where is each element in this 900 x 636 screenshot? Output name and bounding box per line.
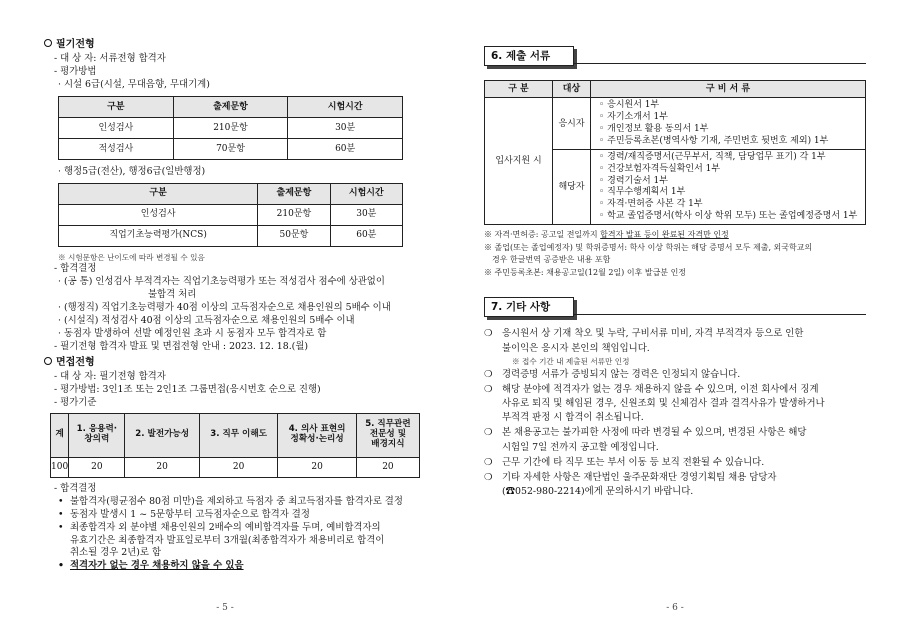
note-line: ※ 졸업(또는 졸업예정자) 및 학위증명서: 학사 이상 학위는 해당 증명서 모두 제출, 외국학교의: [484, 242, 813, 252]
list-item: ❍ 응시원서 상 기재 착오 및 누락, 구비서류 미비, 자격 부적격자 등으로 인한 불이익은 응시자 본인의 책임입니다. ※ 접수 기간 내 제출된 서류만 인정: [484, 328, 804, 366]
table-header: 대상: [553, 81, 591, 98]
written-announce: - 필기전형 합격자 발표 및 면접전형 안내 : 2023. 12. 18.(월): [54, 340, 309, 352]
written-decision-title: - 합격결정: [54, 263, 97, 275]
interview-criteria-table: [50, 413, 420, 478]
list-item: ◦ 자격·면허증 사본 각 1부: [599, 198, 703, 209]
circle-bullet-icon: ❍: [484, 384, 493, 396]
table-header: 계: [51, 413, 69, 457]
page-number: - 5 -: [216, 602, 234, 613]
note-line: ※ 주민등록초본: 채용공고일(12월 2일) 이후 발급분 인정: [484, 267, 687, 277]
dot-bullet-icon: •: [58, 508, 64, 520]
divider: [574, 314, 866, 315]
table-header: 출제문항: [258, 183, 330, 204]
table-header: 구분: [59, 183, 258, 204]
circle-bullet-icon: ❍: [484, 471, 493, 483]
section-6-header: [484, 46, 866, 66]
dot-bullet-icon: •: [58, 560, 64, 572]
table-header: 4. 의사 표현의 정확성·논리성: [278, 413, 356, 457]
dot-bullet-icon: •: [58, 521, 64, 533]
admin-grade-title: · 행정5급(전산), 행정6급(일반행정): [58, 165, 206, 177]
list-item: ◦ 경력기술서 1부: [599, 175, 668, 186]
decision-line: · (공 통) 인성검사 부적격자는 직업기초능력평가 또는 적성검사 점수에 상관없이: [58, 276, 385, 288]
section-title: 6. 제출 서류: [484, 46, 574, 66]
table-row: 적성검사 70문항 60분: [59, 138, 403, 159]
table-header: 출제문항: [173, 96, 288, 117]
target-cell: 해당자: [553, 150, 591, 225]
table-header: 3. 직무 이해도: [199, 413, 277, 457]
list-item: • 불합격자(평균점수 80점 미만)을 제외하고 득점자 중 최고득점자를 합격자로 결정: [58, 495, 403, 507]
list-item: • 동점자 발생시 1 ~ 5문항부터 고득점자순으로 합격자 결정: [58, 508, 310, 520]
interview-method: - 평가방법: 3인1조 또는 2인1조 그룹면접(응시번호 순으로 진행): [54, 383, 321, 395]
table-header: 구 분: [485, 81, 553, 98]
table-header: 구분: [59, 96, 174, 117]
table-header: 시험시간: [330, 183, 402, 204]
dot-bullet-icon: •: [58, 495, 64, 507]
list-item: ◦ 직무수행계획서 1부: [599, 187, 686, 198]
circle-bullet-icon: ❍: [484, 369, 493, 381]
circle-bullet-icon: ❍: [484, 427, 493, 439]
interview-decision-title: - 합격결정: [54, 482, 97, 494]
page-number: - 6 -: [666, 602, 684, 613]
list-item: ❍ 본 채용공고는 불가피한 사정에 따라 변경될 수 있으며, 변경된 사항은 해당 시험일 7일 전까지 공고할 예정입니다.: [484, 426, 866, 454]
document-notes: [484, 229, 866, 279]
circle-bullet-icon: [44, 39, 52, 47]
facility-exam-table: [58, 96, 403, 160]
no-hire-note: 적격자가 없는 경우 채용하지 않을 수 있음: [70, 560, 244, 572]
divider: [574, 63, 866, 64]
table-row: 직업기초능력평가(NCS) 50문항 60분: [59, 225, 403, 246]
document-list: [591, 98, 866, 150]
page-6: [450, 0, 900, 636]
written-exam-heading: 필기전형: [44, 38, 420, 52]
list-item: [44, 560, 420, 573]
table-row: [485, 98, 866, 150]
note-line: ※ 자격·면허증: 공고일 전일까지 합격자 발표 등이 완료된 자격만 인정: [484, 230, 729, 240]
table-row: 인성검사 210문항 30분: [59, 117, 403, 138]
list-item: ◦ 건강보험자격득실확인서 1부: [599, 163, 721, 174]
document-list: [591, 150, 866, 225]
table-header: 2. 발전가능성: [125, 413, 199, 457]
list-item: ❍ 경력증명 서류가 증빙되지 않는 경력은 인정되지 않습니다.: [484, 368, 866, 382]
list-item: ◦ 응시원서 1부: [599, 100, 660, 111]
interview-heading: 면접전형: [44, 356, 420, 370]
table-header: 시험시간: [288, 96, 403, 117]
interview-criteria: - 평가기준: [54, 396, 97, 408]
table-header: 5. 직무관련 전문성 및 배경지식: [356, 413, 419, 457]
documents-table: [484, 80, 866, 225]
list-item: ◦ 개인정보 활용 동의서 1부: [599, 123, 709, 134]
target-cell: 응시자: [553, 98, 591, 150]
other-notes-list: [484, 327, 866, 499]
written-method: - 평가방법: [54, 65, 97, 77]
difficulty-note: ※ 시험문항은 난이도에 따라 변경될 수 있음: [58, 252, 205, 262]
circle-bullet-icon: ❍: [484, 328, 493, 340]
table-row: 인성검사 210문항 30분: [59, 204, 403, 225]
decision-line: 불합격 처리: [148, 289, 197, 301]
note-line: 경우 한글번역 공증받은 내용 포함: [492, 255, 611, 265]
table-header: 구 비 서 류: [591, 81, 866, 98]
decision-line: · (시설직) 적성검사 40점 이상의 고득점자순으로 채용인원의 5배수 이내: [58, 315, 355, 327]
list-item: ◦ 주민등록초본(병역사항 기재, 주민번호 뒷번호 제외) 1부: [599, 135, 829, 146]
decision-line: · 동점자 발생하여 선발 예정인원 초과 시 동점자 모두 합격자로 함: [58, 327, 327, 339]
facility-grade-title: · 시설 6급(시설, 무대음향, 무대기계): [58, 78, 210, 90]
category-cell: 입사지원 시: [485, 98, 553, 225]
list-item: • 최종합격자 외 분야별 채용인원의 2배수의 예비합격자를 두며, 예비합격자의 유효기간은 최종합격자 발표일로부터 3개월(최종합격자가 채용비리로 합격이 취소될 경우 2년)로 함: [58, 521, 385, 559]
decision-line: · (행정직) 직업기초능력평가 40점 이상의 고득점자순으로 채용인원의 5배수 이내: [58, 302, 391, 314]
list-item: ◦ 경력/재직증명서(근무부서, 직책, 담당업무 표기) 각 1부: [599, 152, 826, 163]
list-item: ❍ 해당 분야에 적격자가 없는 경우 채용하지 않을 수 있으며, 이전 회사에서 징계 사유로 퇴직 및 해임된 경우, 신원조회 및 신체검사 결과 결격사유가 발생하거나 부적격 판정 시 합격이 취소됩니다.: [484, 383, 866, 425]
list-item: ◦ 학교 졸업증명서(학사 이상 학위 모두) 또는 졸업예정증명서 1부: [599, 210, 858, 221]
interview-target: - 대 상 자: 필기전형 합격자: [54, 370, 166, 382]
list-item: ◦ 자기소개서 1부: [599, 112, 668, 123]
list-item: ❍ 기타 자세한 사항은 재단법인 울주문화재단 경영기획팀 채용 담당자 (☎052-980-2214)에게 문의하시기 바랍니다.: [484, 471, 866, 499]
circle-bullet-icon: [44, 357, 52, 365]
written-target: - 대 상 자: 서류전형 합격자: [54, 52, 166, 64]
admin-exam-table: [58, 183, 403, 247]
section-7-header: [484, 297, 866, 317]
table-header: 1. 응용력· 창의력: [69, 413, 125, 457]
section-title: 7. 기타 사항: [484, 297, 574, 317]
circle-bullet-icon: ❍: [484, 456, 493, 468]
table-row: 100 20 20 20 20 20: [51, 457, 420, 477]
list-item: ❍ 근무 기간에 타 직무 또는 부서 이동 등 보직 전환될 수 있습니다.: [484, 456, 866, 470]
